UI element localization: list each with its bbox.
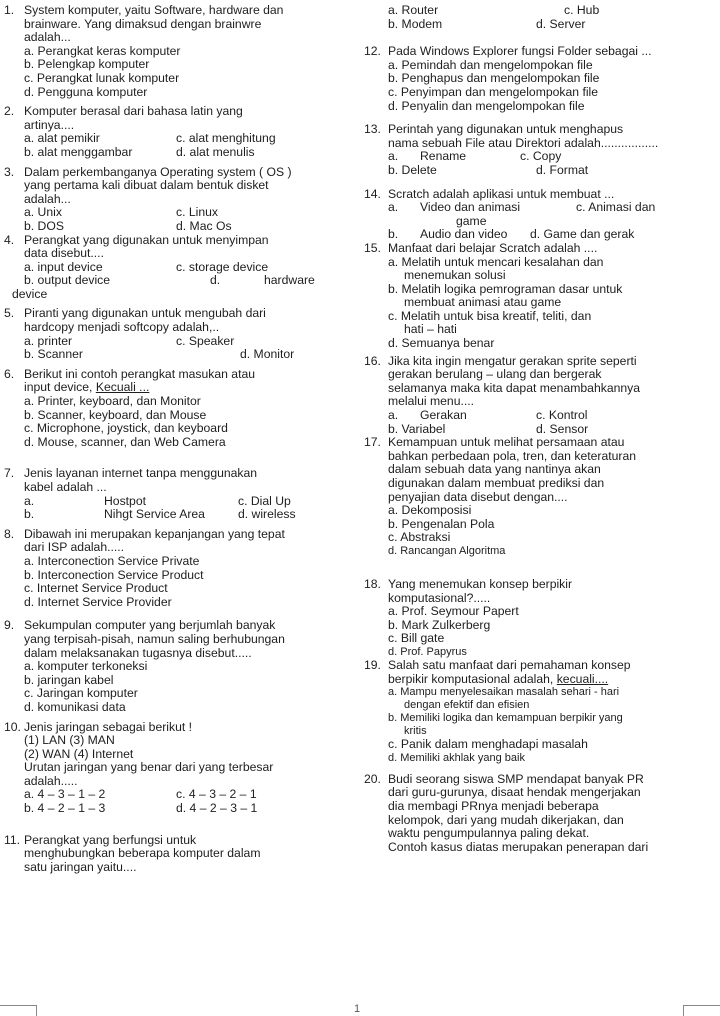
left-column xyxy=(4,4,352,874)
option-a: a. Router xyxy=(388,3,439,17)
option-b: b. xyxy=(388,227,399,242)
option-a: a. Printer, keyboard, dan Monitor xyxy=(24,394,201,409)
question-16: 16. Jika kita ingin mengatur gerakan sprite seperti gerakan berulang – ulang dan bergerak selamanya maka kita dapat menambahkannya melalui menu.... a. Gerakan c. Kontrol b. Variabel d. Sensor xyxy=(364,353,641,436)
option-c: c. Panik dalam menghadapi masalah xyxy=(388,737,588,752)
option-c: c. Dial Up xyxy=(238,493,291,508)
option-d: d. Rancangan Algoritma xyxy=(388,544,506,557)
option-c: c. Hub xyxy=(564,3,600,17)
option-d: d. Mac Os xyxy=(176,218,232,233)
option-a: a. Prof. Seymour Papert xyxy=(388,604,519,619)
option-c: c. Kontrol xyxy=(536,408,588,423)
option-c: c. Jaringan komputer xyxy=(24,686,138,701)
option-b: b. DOS xyxy=(24,218,64,233)
option-a: a. xyxy=(24,493,35,508)
option-b: b. Pengenalan Pola xyxy=(388,516,495,531)
option-b: b. xyxy=(24,507,35,522)
question-17: 17. Kemampuan untuk melihat persamaan atau bahkan perbedaan pola, tren, dan keteraturan dalam sebuah data yang nantinya akan digunakan dalam membuat prediksi dan penyajian data disebut dengan.... a. Dekomposisi b. Pengenalan Pola c. Abstraksi d. Rancangan Algoritma xyxy=(364,436,714,558)
option-d: d. wireless xyxy=(238,507,296,522)
option-b: b. Scanner xyxy=(24,347,83,362)
option-b: b. Interconection Service Product xyxy=(24,567,204,582)
option-b: b. Pelengkap komputer xyxy=(24,57,150,72)
question-14: 14. Scratch adalah aplikasi untuk membuat ... a. Video dan animasi c. Animasi dan game b. Audio dan video d. Game dan gerak xyxy=(364,186,656,242)
option-b: b. 4 – 2 – 1 – 3 xyxy=(24,801,106,816)
option-a: a. Mampu menyelesaikan masalah sehari - hari xyxy=(388,686,620,699)
option-b: b. Modem xyxy=(388,16,443,31)
question-9: 9. Sekumpulan computer yang berjumlah banyak yang terpisah-pisah, namun saling berhubungan dalam melaksanakan tugasnya disebut..... a. komputer terkoneksi b. jaringan kabel c. Jaringan komputer d. komunikasi data xyxy=(4,619,352,714)
option-d: d. 4 – 2 – 3 – 1 xyxy=(176,801,258,816)
option-a: a. Interconection Service Private xyxy=(24,553,200,568)
option-d: d. Sensor xyxy=(536,421,589,436)
option-a: a. Perangkat keras komputer xyxy=(24,43,181,58)
question-10: 10. Jenis jaringan sebagai berikut ! (1) LAN (3) MAN (2) WAN (4) Internet Urutan jaringan yang benar dari yang terbesar adalah..... a. 4 – 3 – 1 – 2 c. 4 – 3 – 2 – 1 b. 4 – 2 – 1 – 3 d. 4 – 2 – 3 – 1 xyxy=(4,721,352,816)
option-b: b. alat menggambar xyxy=(24,144,133,159)
page-number: 1 xyxy=(354,1003,361,1015)
option-d: d. komunikasi data xyxy=(24,699,126,714)
option-a: a. komputer terkoneksi xyxy=(24,659,148,674)
question-5: 5. Piranti yang digunakan untuk mengubah dari hardcopy menjadi softcopy adalah,.. a. printer c. Speaker b. Scanner d. Monitor xyxy=(4,307,352,361)
option-c: c. Speaker xyxy=(176,333,235,348)
question-2: 2. Komputer berasal dari bahasa latin yang artinya.... a. alat pemikir c. alat menghitung b. alat menggambar d. alat menulis xyxy=(4,105,352,159)
option-c: c. Microphone, joystick, dan keyboard xyxy=(24,421,228,436)
option-a: a. xyxy=(388,408,399,423)
option-c: c. Copy xyxy=(520,149,562,164)
option-c: c. alat menghitung xyxy=(176,131,276,146)
option-a: a. printer xyxy=(24,333,73,348)
question-20: 20. Budi seorang siswa SMP mendapat banyak PR dari guru-gurunya, disaat hendak mengerjakan dia membagi PRnya menjadi beberapa kelompok, dari yang mudah dikerjakan, dan waktu pengumpulannya paling dekat. Contoh kasus diatas merupakan penerapan dari xyxy=(364,771,649,854)
question-1: 1. System komputer, yaitu Software, hardware dan brainware. Yang dimaksud dengan brainwre adalah... a. Perangkat keras komputer b. Pelengkap komputer c. Perangkat lunak komputer d. Pengguna komputer xyxy=(4,4,352,99)
option-a: a. xyxy=(388,200,399,215)
option-d: d. Format xyxy=(536,162,589,177)
option-b: b. Variabel xyxy=(388,421,446,436)
option-a: a. alat pemikir xyxy=(24,131,100,146)
option-c: c. Animasi dan xyxy=(576,200,656,215)
option-d: d. Penyalin dan mengelompokan file xyxy=(388,98,585,113)
option-c: c. Abstraksi xyxy=(388,530,451,545)
option-a: a. xyxy=(388,149,399,164)
option-c: c. Linux xyxy=(176,205,219,220)
question-6: 6. Berikut ini contoh perangkat masukan atau input device, Kecuali ... a. Printer, keyboard, dan Monitor b. Scanner, keyboard, dan Mouse c. Microphone, joystick, dan keyboard d. Mouse, scanner, dan Web Camera xyxy=(4,368,352,450)
question-8: 8. Dibawah ini merupakan kepanjangan yang tepat dari ISP adalah..... a. Interconection Service Private b. Interconection Service Product c. Internet Service Product d. Internet Service Provider xyxy=(4,528,352,610)
option-d: d. Game dan gerak xyxy=(530,227,635,242)
option-d: d. xyxy=(210,273,221,288)
option-a: a. input device xyxy=(24,259,103,274)
right-column xyxy=(364,4,714,854)
question-11: 11. Perangkat yang berfungsi untuk menghubungkan beberapa komputer dalam satu jaringan yaitu.... xyxy=(4,832,261,874)
option-d: d. Server xyxy=(536,16,586,31)
option-c: c. Melatih untuk bisa kreatif, teliti, dan xyxy=(388,308,592,323)
option-d: d. Prof. Papyrus xyxy=(388,645,467,658)
question-12: 12. Pada Windows Explorer fungsi Folder sebagai ... a. Pemindah dan mengelompokan file b. Penghapus dan mengelompokan file c. Penyimpan dan mengelompokan file d. Penyalin dan mengelompokan file xyxy=(364,45,714,113)
option-d: d. alat menulis xyxy=(176,144,255,159)
option-b: b. Scanner, keyboard, dan Mouse xyxy=(24,407,207,422)
option-b: b. output device xyxy=(24,273,111,288)
option-c: c. 4 – 3 – 2 – 1 xyxy=(176,787,257,802)
question-3: 3. Dalam perkembanganya Operating system ( OS ) yang pertama kali dibuat dalam bentuk disket adalah... a. Unix c. Linux b. DOS d. Mac Os xyxy=(4,166,352,234)
question-11-options xyxy=(364,4,714,31)
question-13: 13. Perintah yang digunakan untuk menghapus nama sebuah File atau Direktori adalah................. a. Rename c. Copy b. Delete d. Format xyxy=(364,122,659,177)
option-c: c. storage device xyxy=(176,259,269,274)
option-a: a. Dekomposisi xyxy=(388,503,472,518)
corner-mark-left xyxy=(0,1005,37,1016)
option-d: d. Pengguna komputer xyxy=(24,84,148,99)
option-b: b. Melatih logika pemrograman dasar untuk xyxy=(388,281,623,296)
corner-mark-right xyxy=(683,1005,720,1016)
option-b: b. jaringan kabel xyxy=(24,672,114,687)
option-c: c. Penyimpan dan mengelompokan file xyxy=(388,84,599,99)
option-d: d. Internet Service Provider xyxy=(24,594,172,609)
option-a: a. Unix xyxy=(24,205,62,220)
question-18: 18. Yang menemukan konsep berpikir komputasional?..... a. Prof. Seymour Papert b. Mark Zulkerberg c. Bill gate d. Prof. Papyrus xyxy=(364,578,714,659)
option-d: d. Mouse, scanner, dan Web Camera xyxy=(24,434,226,449)
question-4: 4. Perangkat yang digunakan untuk menyimpan data disebut.... a. input device c. storage device b. output device d. hardware device xyxy=(4,234,352,302)
option-d: d. Memiliki akhlak yang baik xyxy=(388,751,525,764)
option-c: c. Perangkat lunak komputer xyxy=(24,70,180,85)
option-b: b. Memiliki logika dan kemampuan berpikir yang xyxy=(388,712,623,725)
option-c: c. Bill gate xyxy=(388,631,445,646)
option-a: a. Melatih untuk mencari kesalahan dan xyxy=(388,254,604,269)
question-7: 7. Jenis layanan internet tanpa menggunakan kabel adalah ... a. Hostpot c. Dial Up b. Nihgt Service Area d. wireless xyxy=(4,466,296,522)
option-b: b. Delete xyxy=(388,162,437,177)
option-d: d. Semuanya benar xyxy=(388,336,495,351)
option-b: b. Mark Zulkerberg xyxy=(388,617,491,632)
option-b: b. Penghapus dan mengelompokan file xyxy=(388,71,600,86)
option-c: c. Internet Service Product xyxy=(24,581,168,596)
question-19: 19. Salah satu manfaat dari pemahaman konsep berpikir komputasional adalah, kecuali.... a. Mampu menyelesaikan masalah sehari - hari dengan efektif dan efisien b. Memiliki logika dan kemampuan berpikir yang kritis c. Panik dalam menghadapi masalah d. Memiliki akhlak yang baik xyxy=(364,659,714,765)
option-a: a. Pemindah dan mengelompokan file xyxy=(388,57,593,72)
question-15: 15. Manfaat dari belajar Scratch adalah .... a. Melatih untuk mencari kesalahan dan menemukan solusi b. Melatih logika pemrograman dasar untuk membuat animasi atau game c. Melatih untuk bisa kreatif, teliti, dan hati – hati d. Semuanya benar xyxy=(364,242,714,351)
option-d: d. Monitor xyxy=(240,347,295,362)
option-a: a. 4 – 3 – 1 – 2 xyxy=(24,787,106,802)
